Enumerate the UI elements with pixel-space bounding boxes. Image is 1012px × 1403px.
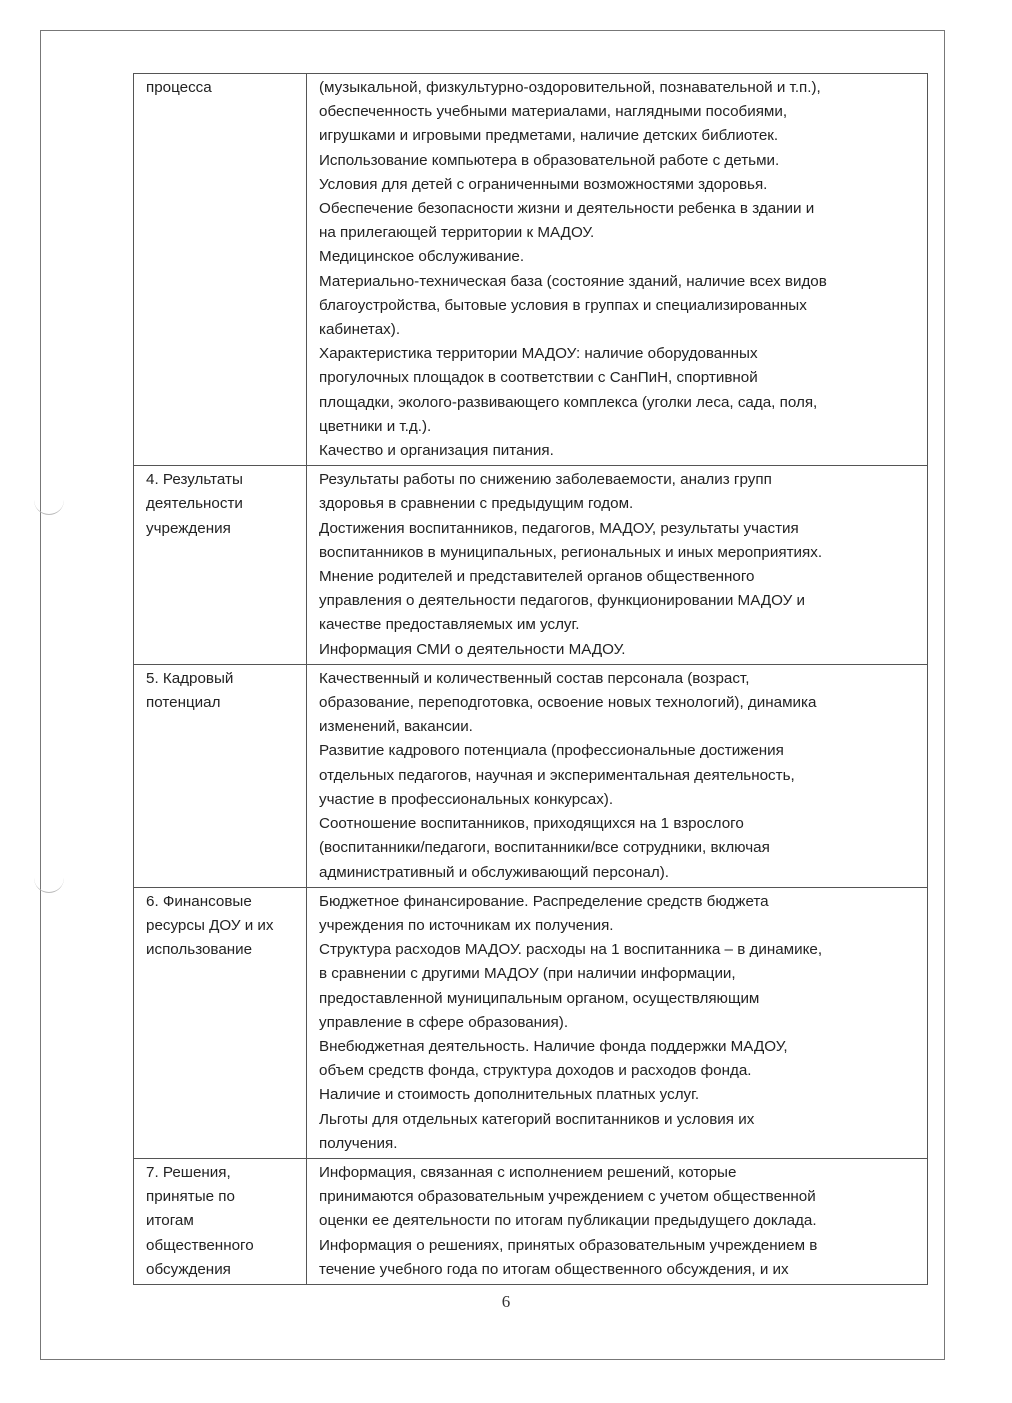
content-line: игрушками и игровыми предметами, наличие детских библиотек. [319,127,779,145]
content-line: учреждения по источникам их получения. [319,916,614,934]
content-line: Материально-техническая база (состояние зданий, наличие всех видов [319,272,827,290]
section-content-cell [307,466,928,665]
section-title-line: процесса [146,79,212,96]
content-line: Соотношение воспитанников, приходящихся на 1 взрослого [319,815,744,833]
content-line: цветники и т.д.). [319,417,432,435]
content-line: Льготы для отдельных категорий воспитанников и условия их [319,1110,755,1128]
content-line: образование, переподготовка, освоение новых технологий), динамика [319,694,817,712]
content-line: управления о деятельности педагогов, функционировании МАДОУ и [319,592,805,610]
content-line: площадки, эколого-развивающего комплекса (уголки леса, сада, поля, [319,393,818,411]
table-row [134,664,928,887]
page-number: 6 [501,1292,511,1311]
content-line: Внебюджетная деятельность. Наличие фонда поддержки МАДОУ, [319,1037,788,1055]
section-content-cell [307,74,928,466]
section-title-line: итогам [146,1212,194,1230]
content-line: изменений, вакансии. [319,718,473,736]
table-row [134,1158,928,1284]
content-line: воспитанников в муниципальных, региональных и иных мероприятиях. [319,543,823,561]
section-title-line: деятельности [146,495,243,513]
content-line: принимаются образовательным учреждением с учетом общественной [319,1188,816,1206]
content-line: благоустройства, бытовые условия в группах и специализированных [319,296,807,314]
content-line: Бюджетное финансирование. Распределение средств бюджета [319,892,769,910]
section-content-cell [307,664,928,887]
section-title-line: 4. Результаты [146,471,243,489]
section-title-cell [134,466,307,665]
content-line: Развитие кадрового потенциала (профессиональные достижения [319,742,784,760]
content-line: Информация о решениях, принятых образовательным учреждением в [319,1236,818,1254]
content-line: Наличие и стоимость дополнительных платных услуг. [319,1086,700,1104]
content-line: прогулочных площадок в соответствии с СанПиН, спортивной [319,369,758,387]
table-row [134,887,928,1158]
report-table [133,73,928,1285]
content-line: Характеристика территории МАДОУ: наличие оборудованных [319,345,758,363]
content-line: Достижения воспитанников, педагогов, МАДОУ, результаты участия [319,519,799,537]
content-line: течение учебного года по итогам общественного обсуждения, и их [319,1260,789,1278]
content-line: оценки ее деятельности по итогам публикации предыдущего доклада. [319,1212,817,1230]
section-content-cell [307,1158,928,1284]
content-line: Качественный и количественный состав персонала (возраст, [319,669,750,687]
content-line: отдельных педагогов, научная и экспериментальная деятельность, [319,766,795,784]
content-line: предоставленной муниципальным органом, осуществляющим [319,989,760,1007]
content-line: на прилегающей территории к МАДОУ. [319,224,595,242]
content-line: (музыкальной, физкультурно-оздоровительной, познавательной и т.п.), [319,79,821,96]
section-title-line: обсуждения [146,1260,231,1278]
section-title-cell [134,664,307,887]
content-line: административный и обслуживающий персонал). [319,863,669,881]
content-line: Мнение родителей и представителей органов общественного [319,568,755,586]
section-title-line: ресурсы ДОУ и их [146,916,274,934]
content-line: Структура расходов МАДОУ. расходы на 1 воспитанника – в динамике, [319,941,823,959]
section-title-cell [134,74,307,466]
content-line: Результаты работы по снижению заболеваемости, анализ групп [319,471,772,489]
content-line: Медицинское обслуживание. [319,248,525,266]
content-line: здоровья в сравнении с предыдущим годом. [319,495,634,513]
content-line: (воспитанники/педагоги, воспитанники/все сотрудники, включая [319,839,770,857]
content-line: получения. [319,1134,398,1152]
content-line: Информация СМИ о деятельности МАДОУ. [319,640,626,658]
section-content-cell [307,887,928,1158]
content-line: Качество и организация питания. [319,442,554,460]
content-line: Обеспечение безопасности жизни и деятельности ребенка в здании и [319,200,815,218]
section-title-line: потенциал [146,694,221,712]
table-row [134,466,928,665]
content-line: в сравнении с другими МАДОУ (при наличии информации, [319,965,736,983]
section-title-line: общественного [146,1236,254,1254]
content-line: качестве предоставляемых им услуг. [319,616,580,634]
section-title-line: 6. Финансовые [146,892,252,910]
section-title-line: 7. Решения, [146,1163,231,1181]
content-line: обеспеченность учебными материалами, наглядными пособиями, [319,103,788,121]
content-line: кабинетах). [319,321,401,339]
section-title-line: принятые по [146,1188,235,1206]
section-title-line: использование [146,941,253,959]
content-line: Информация, связанная с исполнением решений, которые [319,1163,737,1181]
content-line: участие в профессиональных конкурсах). [319,790,614,808]
section-title-cell [134,1158,307,1284]
content-line: управление в сфере образования). [319,1013,569,1031]
content-line: Использование компьютера в образовательной работе с детьми. [319,151,780,169]
content-line: Условия для детей с ограниченными возможностями здоровья. [319,175,768,193]
content-line: объем средств фонда, структура доходов и расходов фонда. [319,1062,752,1080]
section-title-line: 5. Кадровый [146,669,234,687]
section-title-cell [134,887,307,1158]
table-row [134,74,928,466]
section-title-line: учреждения [146,519,231,537]
